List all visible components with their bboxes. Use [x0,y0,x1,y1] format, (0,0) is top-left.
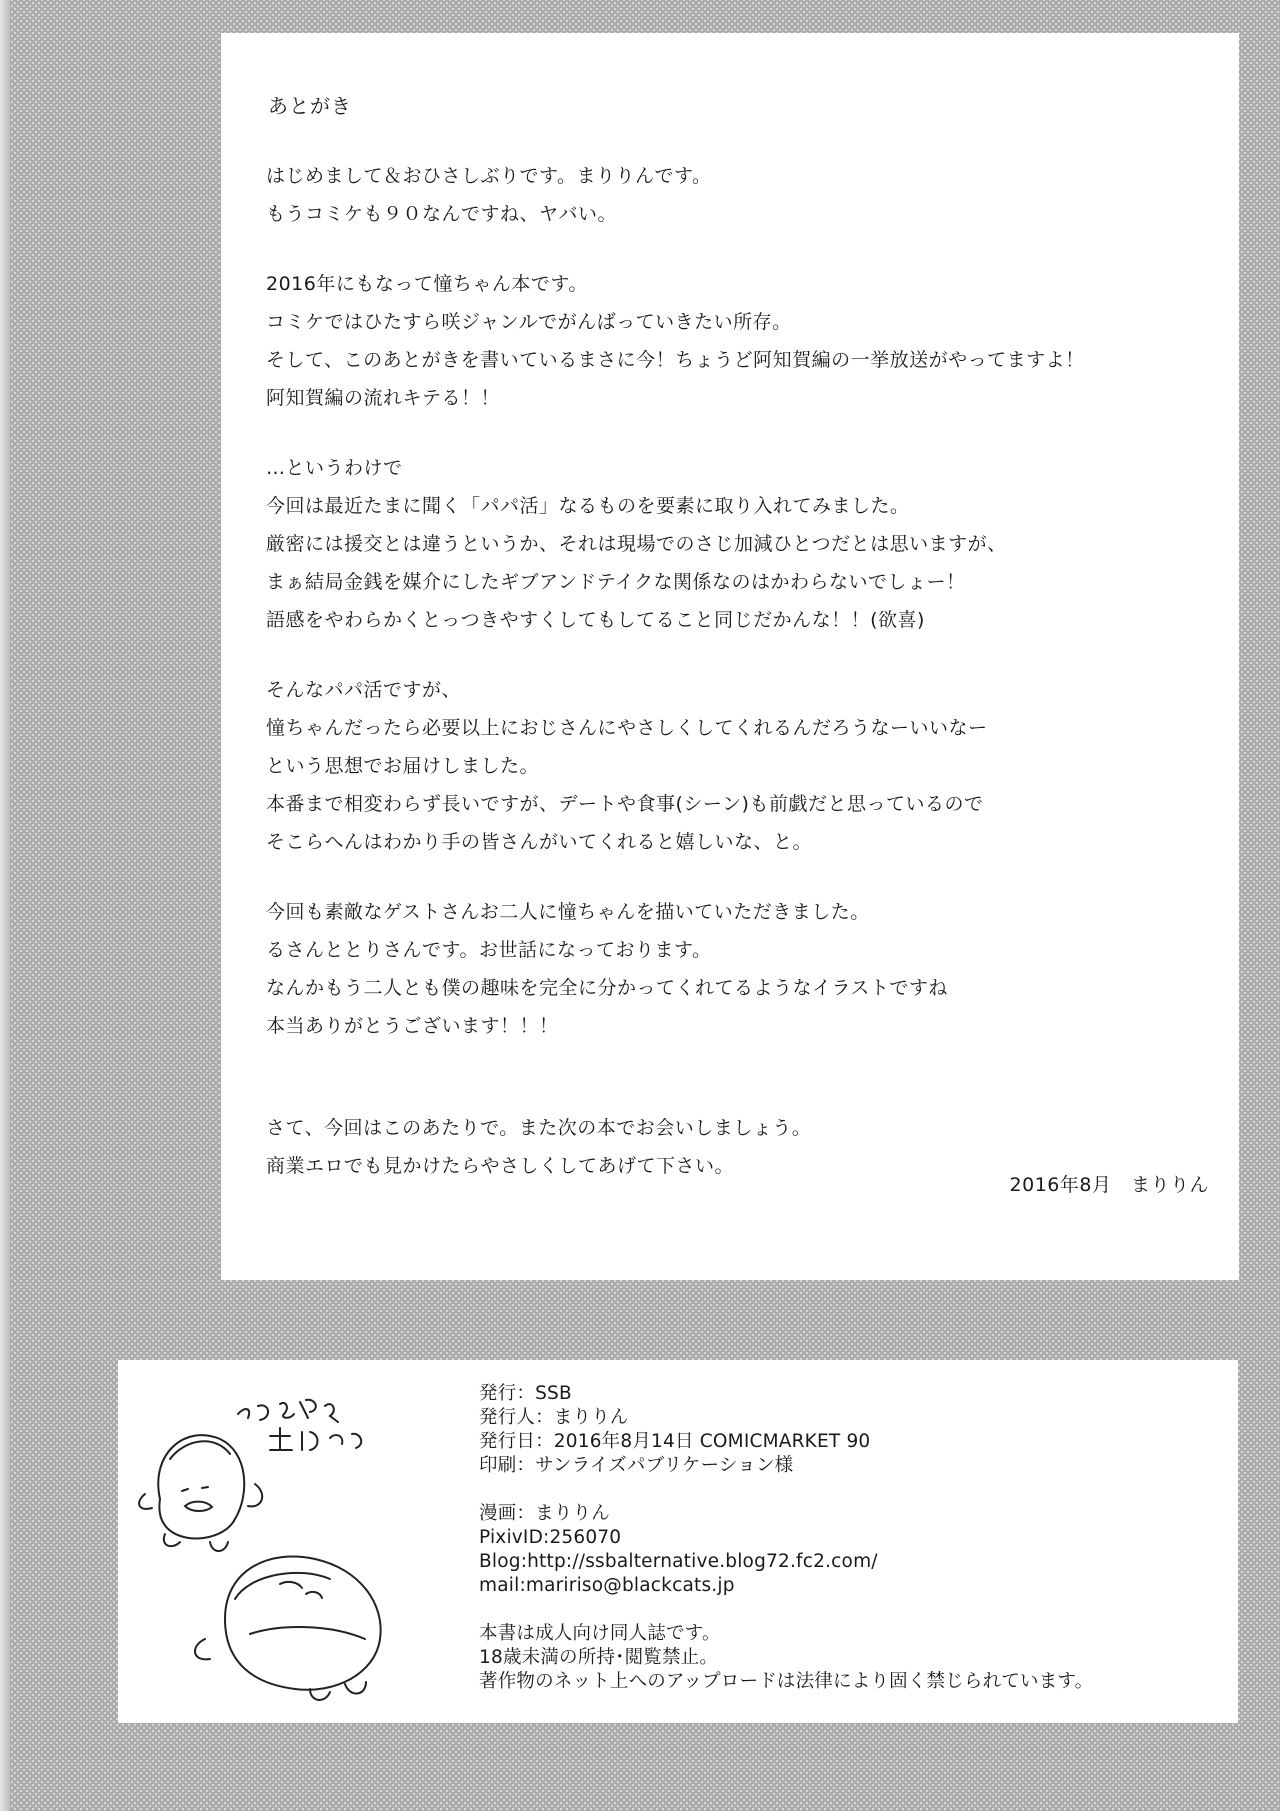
page-edge [0,0,10,1811]
afterword-body [266,157,1226,1217]
text-line: 本当ありがとうございます！！！ [266,1015,559,1037]
paragraph-guests [266,893,1226,1045]
text-line: という思想でお届けしました。 [266,755,540,777]
notice-adult: 本書は成人向け同人誌です。 [479,1623,721,1644]
text-line: そこらへんはわかり手の皆さんがいてくれると嬉しいな、と。 [266,831,813,853]
text-line: まぁ結局金銭を媒介にしたギブアンドテイクな関係なのはかわらないでしょー！ [266,571,966,593]
notice-age: 18歳未満の所持･閲覧禁止。 [479,1647,719,1668]
text-line: 阿知賀編の流れキテる！！ [266,387,501,409]
notice-copyright: 著作物のネット上へのアップロードは法律により固く禁じられています。 [479,1671,1094,1692]
blog-url: Blog:http://ssbalternative.blog72.fc2.com/ [479,1551,878,1572]
text-line: るさんととりさんです。お世話になっております。 [266,939,712,961]
artist: 漫画：まりりん [479,1503,610,1524]
text-line: …というわけで [266,457,403,479]
paragraph-concept [266,671,1226,861]
paragraph-theme [266,449,1226,639]
printer: 印刷：サンライズパブリケーション様 [479,1455,794,1476]
text-line: 商業エロでも見かけたらやさしくしてあげて下さい。 [266,1155,735,1177]
paragraph-greeting [266,157,1226,233]
signature: 2016年8月 まりりん [1009,1174,1209,1196]
mail-address: mail:maririso@blackcats.jp [479,1575,735,1596]
text-line: はじめまして＆おひさしぶりです。まりりんです。 [266,165,712,187]
text-line: 今回は最近たまに聞く「パパ活」なるものを要素に取り入れてみました。 [266,495,910,517]
text-line: そんなパパ活ですが、 [266,679,462,701]
text-line: そして、このあとがきを書いているまさに今！ちょうど阿知賀編の一挙放送がやってますよ！ [266,349,1085,371]
text-line: 憧ちゃんだったら必要以上におじさんにやさしくしてくれるんだろうなーいいなー [266,717,988,739]
colophon-info [479,1382,1219,1694]
text-line: 語感をやわらかくとっつきやすくしてもしてること同じだかんな！！(欲喜) [266,609,925,631]
text-line: 厳密には援交とは違うというか、それは現場でのさじ加減ひとつだとは思いますが、 [266,533,1007,555]
colophon-panel [118,1360,1238,1723]
text-line: さて、今回はこのあたりで。また次の本でお会いしましょう。 [266,1117,812,1139]
afterword-title: あとがき [268,94,352,118]
publish-date: 発行日：2016年8月14日 COMICMARKET 90 [479,1431,871,1452]
afterword-panel [221,33,1239,1280]
penguin-illustration [130,1384,450,1704]
text-line: 今回も素敵なゲストさんお二人に憧ちゃんを描いていただきました。 [266,901,870,923]
text-line: 本番まで相変わらず長いですが、デートや食事(シーン)も前戯だと思っているので [266,793,984,815]
text-line: なんかもう二人とも僕の趣味を完全に分かってくれてるようなイラストですね [266,977,948,999]
pixiv-id: PixivID:256070 [479,1527,622,1548]
paragraph-intro [266,265,1226,417]
text-line: コミケではひたすら咲ジャンルでがんばっていきたい所存。 [266,311,792,333]
publisher-person: 発行人：まりりん [479,1407,629,1428]
publisher: 発行：SSB [479,1383,572,1404]
text-line: もうコミケも９０なんですね、ヤバい。 [266,203,618,225]
text-line: 2016年にもなって憧ちゃん本です。 [266,273,588,295]
